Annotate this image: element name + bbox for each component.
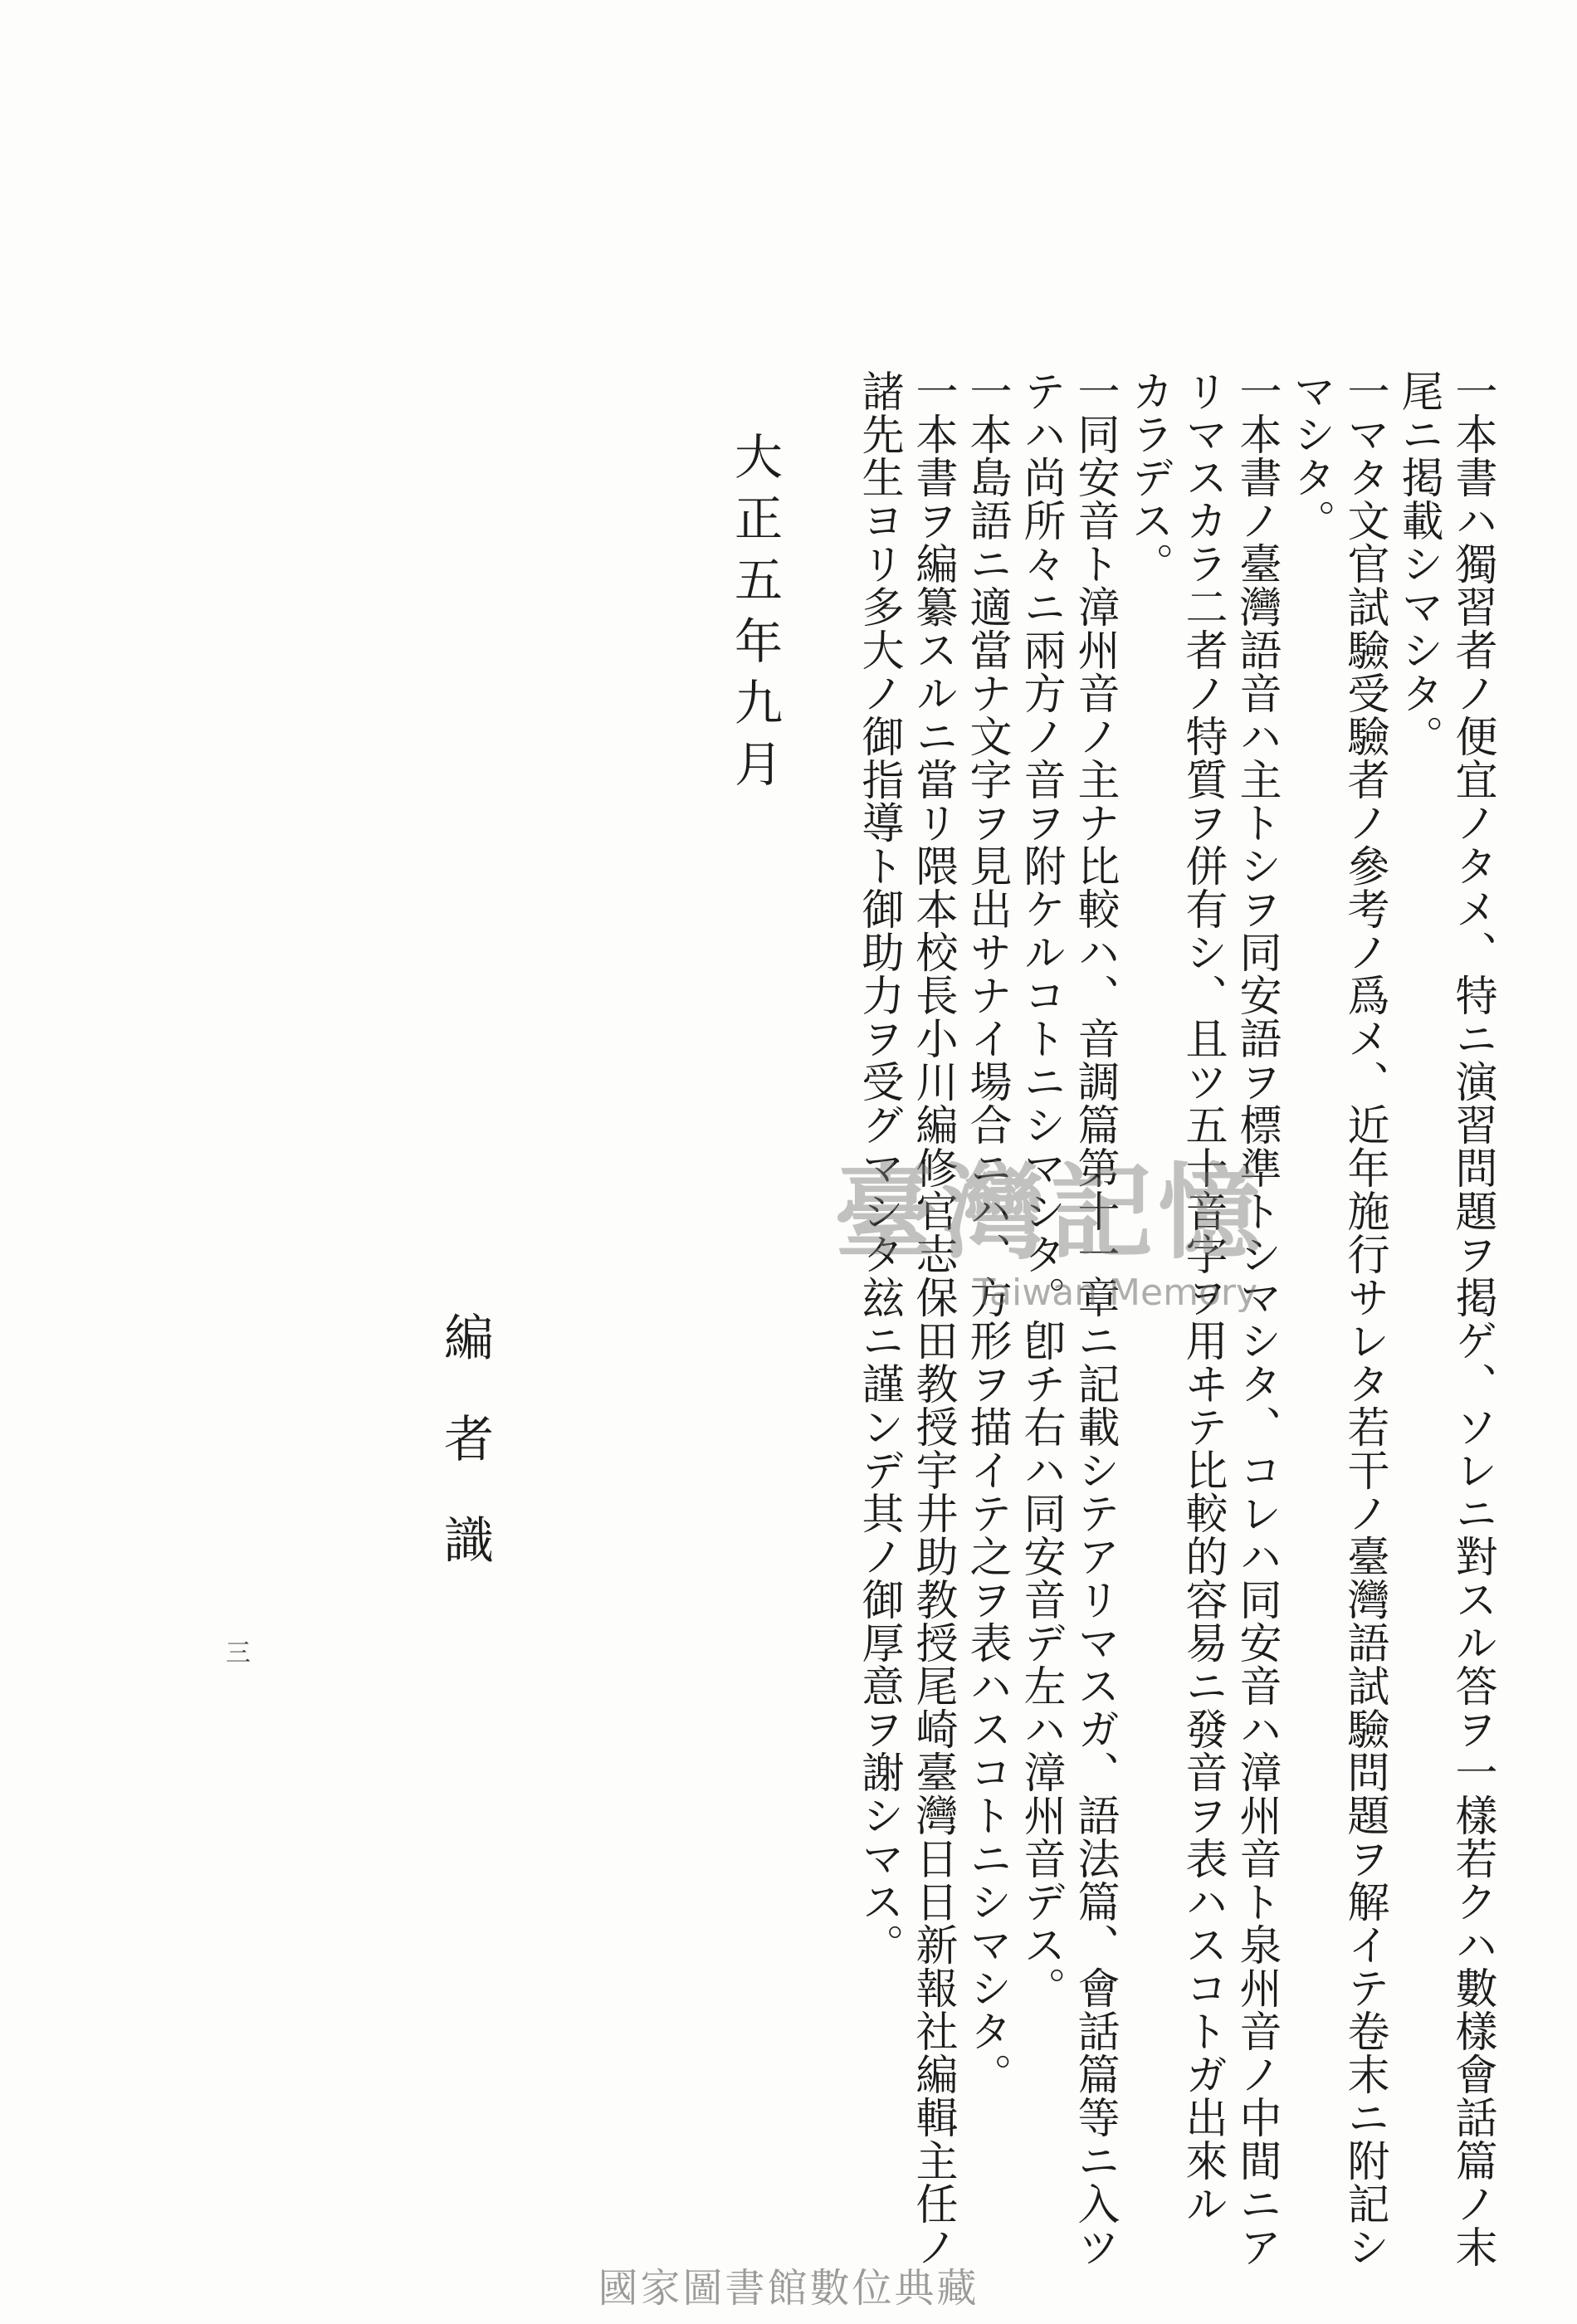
text-column-12: 諸先生ヨリ多大ノ御指導ト御助力ヲ受グマシタ玆ニ謹ンデ其ノ御厚意ヲ謝シマス。 [854, 369, 903, 1966]
date-line: 大正五年九月 [726, 432, 783, 800]
watermark-en: Taiwan Memory [973, 1272, 1257, 1314]
archive-footer: 國家圖書館數位典藏 [598, 2265, 979, 2312]
watermark-cjk: 臺灣記憶 [833, 1154, 1266, 1273]
text-column-5: 一本書ノ臺灣語音ハ主トシヲ同安語ヲ標準トシマシタ、コレハ同安音ハ漳州音ト泉州音ノ中間ニア [1232, 369, 1281, 2268]
text-column-11: 一本書ヲ編纂スルニ當リ隈本校長小川編修官志保田教授宇井助教授尾崎臺灣日日新報社編輯主任ノ [908, 369, 957, 2268]
text-column-7: カラデス。 [1124, 369, 1173, 585]
text-column-3: 一マタ文官試驗受驗者ノ參考ノ爲メ、近年施行サレタ若干ノ臺灣語試驗問題ヲ解イテ卷末ニ附記シ [1340, 369, 1389, 2268]
page-number: 三 [221, 1639, 250, 1665]
text-column-10: 一本島語ニ適當ナ文字ヲ見出サナイ場合ニハ、方形ヲ描イテ之ヲ表ハスコトニシマシタ。 [962, 369, 1011, 2096]
editor-signature: 編者識 [436, 1311, 494, 1615]
text-column-9: テハ尚所々ニ兩方ノ音ヲ附ケルコトニシマシタ。卽チ右ハ同安音デ左ハ漳州音デス。 [1016, 369, 1065, 2009]
text-column-8: 一同安音ト漳州音ノ主ナ比較ハ、音調篇第十一章ニ記載シテアリマスガ、語法篇、會話篇等ニ入ツ [1070, 369, 1119, 2268]
text-column-1: 一本書ハ獨習者ノ便宜ノタメ、特ニ演習問題ヲ掲ゲ、ソレニ對スル答ヲ一樣若クハ數樣會話篇ノ末 [1448, 369, 1496, 2268]
text-column-6: リマスカラ二者ノ特質ヲ併有シ、且ツ五十音字ヲ用ヰテ比較的容易ニ發音ヲ表ハスコトガ出來ル [1178, 369, 1227, 2225]
text-column-4: マシタ。 [1286, 369, 1335, 542]
text-column-2: 尾ニ掲載シマシタ。 [1394, 369, 1443, 758]
